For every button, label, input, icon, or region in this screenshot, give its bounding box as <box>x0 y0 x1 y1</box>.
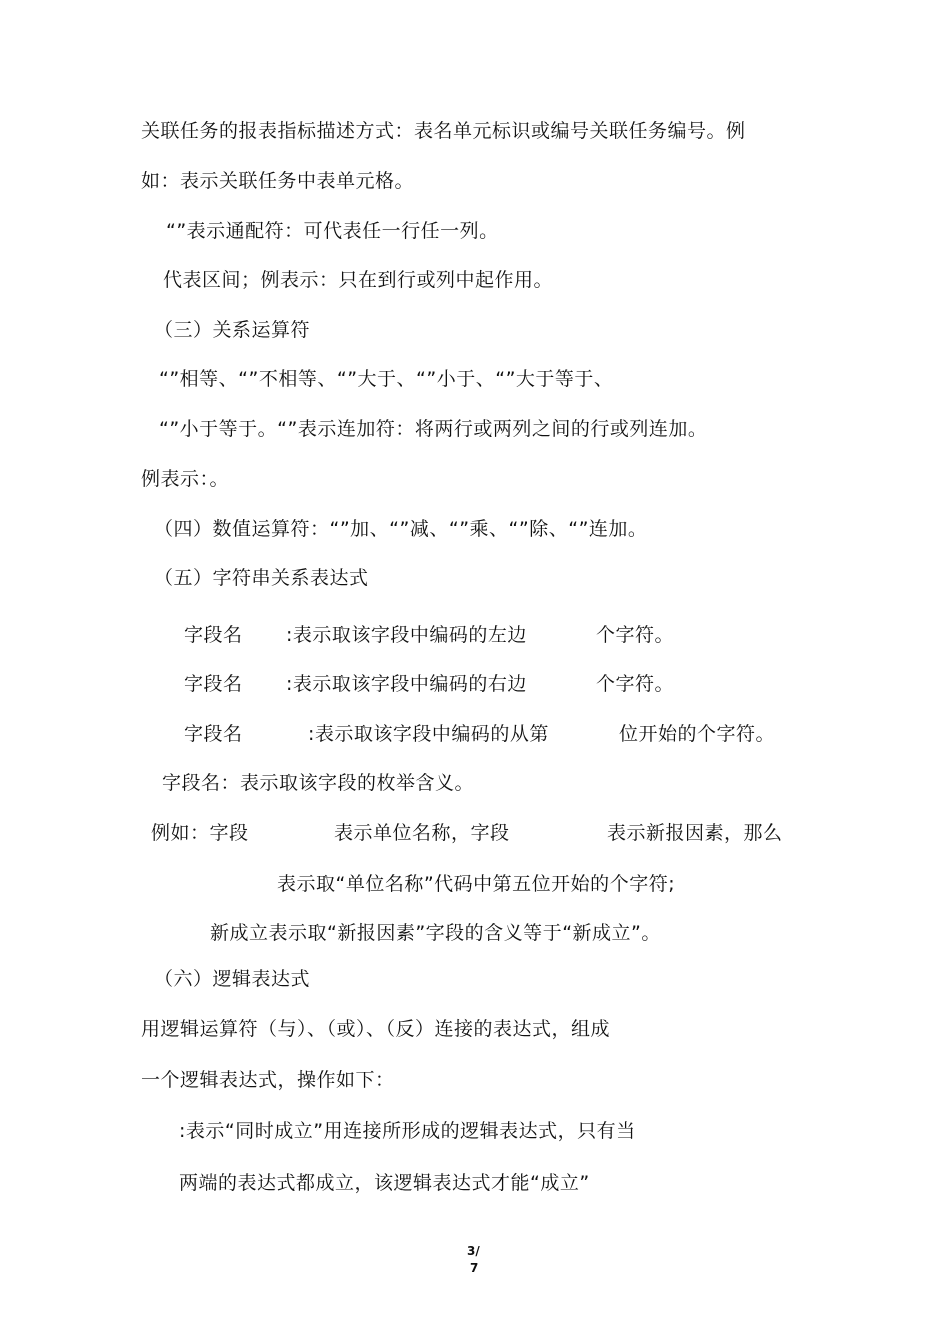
field-desc-tail: 个字符。 <box>596 624 675 646</box>
paragraph-line: “”小于等于。“”表示连加符：将两行或两列之间的行或列连加。 <box>159 418 708 440</box>
paragraph-line: 一个逻辑表达式，操作如下： <box>141 1069 395 1091</box>
field-desc-tail: 位开始的个字符。 <box>619 723 776 745</box>
paragraph-line: 用逻辑运算符（与）、（或）、（反）连接的表达式，组成 <box>141 1018 611 1040</box>
field-desc: :表示取该字段中编码的从第 <box>308 723 549 745</box>
paragraph-line: “”表示通配符：可代表任一行任一列。 <box>166 220 499 242</box>
section-heading: （三）关系运算符 <box>154 319 311 341</box>
section-heading: （五）字符串关系表达式 <box>154 567 369 589</box>
paragraph-line: :表示“同时成立”用连接所形成的逻辑表达式，只有当 <box>179 1120 636 1142</box>
page-number-top: 3/ <box>467 1244 480 1258</box>
field-name: 字段名 <box>184 624 243 646</box>
example-part: 例如：字段 <box>151 822 249 844</box>
example-line: 新成立表示取“新报因素”字段的含义等于“新成立”。 <box>210 922 661 944</box>
paragraph-line: 两端的表达式都成立，该逻辑表达式才能“成立” <box>179 1172 590 1194</box>
paragraph-line: 如：表示关联任务中表单元格。 <box>141 170 415 192</box>
field-name: 字段名 <box>184 723 243 745</box>
example-part: 表示新报因素，那么 <box>607 822 783 844</box>
paragraph-line: 代表区间；例表示：只在到行或列中起作用。 <box>163 269 554 291</box>
page-number-bottom: 7 <box>470 1261 479 1275</box>
section-heading: （四）数值运算符：“”加、“”减、“”乘、“”除、“”连加。 <box>154 518 648 540</box>
field-name: 字段名 <box>184 673 243 695</box>
field-desc: :表示取该字段中编码的左边 <box>286 624 527 646</box>
paragraph-line: “”相等、“”不相等、“”大于、“”小于、“”大于等于、 <box>159 368 614 390</box>
paragraph-line: 例表示：。 <box>141 468 230 490</box>
example-line: 表示取“单位名称”代码中第五位开始的个字符; <box>277 873 676 895</box>
example-part: 表示单位名称，字段 <box>334 822 510 844</box>
section-heading: （六）逻辑表达式 <box>154 968 311 990</box>
field-desc: :表示取该字段中编码的右边 <box>286 673 527 695</box>
paragraph-line: 关联任务的报表指标描述方式：表名单元标识或编号关联任务编号。例 <box>141 120 746 142</box>
field-desc-tail: 个字符。 <box>596 673 675 695</box>
paragraph-line: 字段名：表示取该字段的枚举含义。 <box>162 772 475 794</box>
